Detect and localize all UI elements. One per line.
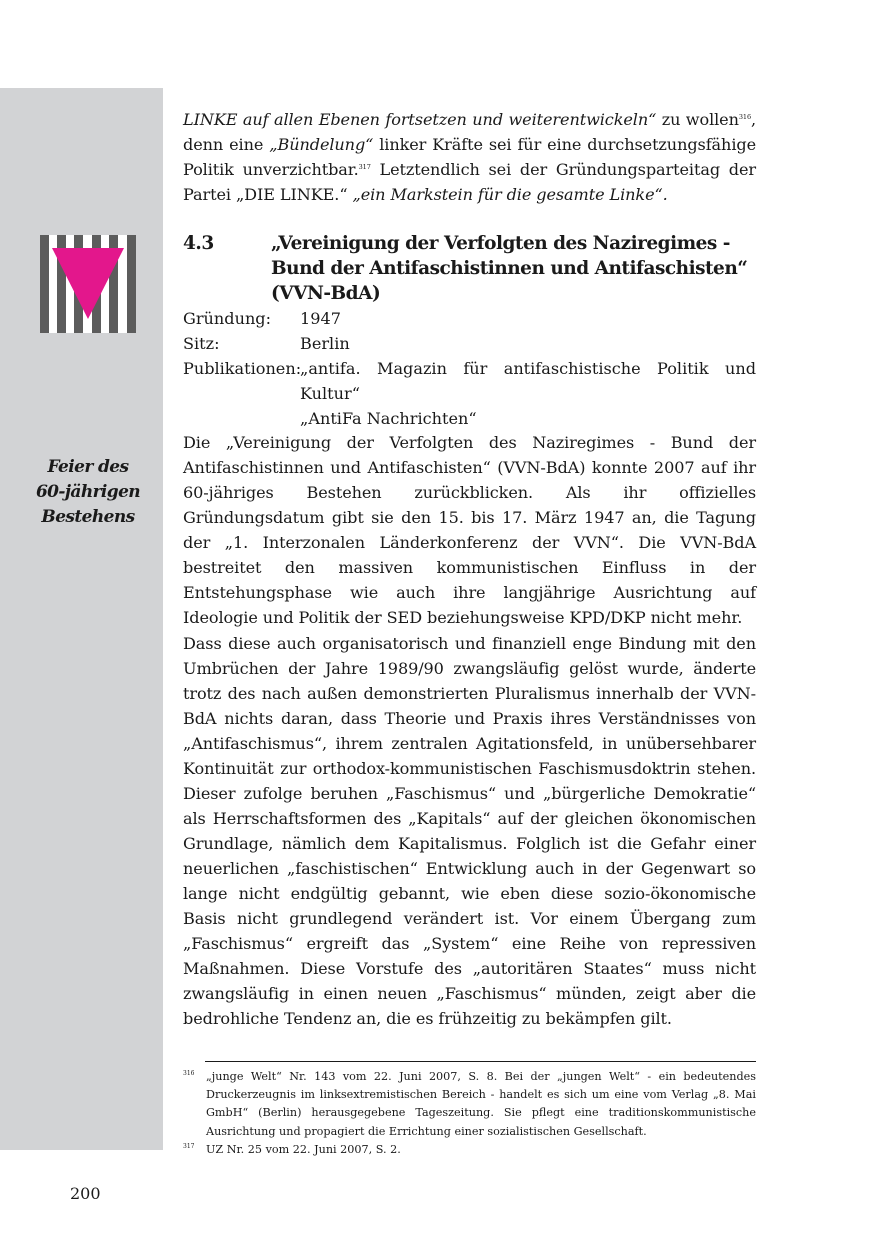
paragraph-ideology: Dass diese auch organisatorisch und finanziell enge Bindung mit den Umbrüchen der Jahre 1989/90 zwangsläufig gelöst wurde, änderte trotz des nach außen demonstrierten Pluralismus innerhalb der VVN-BdA nichts daran, dass Theorie und Praxis ihres Verständnisses von „Antifaschismus“, ihrem zentralen Agitationsfeld, in unübersehbarer Kontinuität zur orthodox-kommunistischen Faschismusdoktrin stehen. Dieser zufolge beruhen „Faschismus“ und „bürgerliche Demokratie“ als Herrschaftsformen des „Kapitals“ auf der gleichen ökonomischen Grundlage, nämlich dem Kapitalismus. Folglich ist die Gefahr einer neuerlichen „faschistischen“ Entwicklung auch in der Gegenwart so lange nicht endgültig gebannt, wie eben diese sozio-ökonomische Basis nicht grundlegend verändert ist. Vor einem Übergang zum „Faschismus“ ergreift das „System“ eine Reihe von repressiven Maßnahmen. Diese Vorstufe des „autoritären Staates“ muss nicht zwangsläufig in einen neuen „Faschismus“ münden, zeigt aber die bedrohliche Tendenz an, die es frühzeitig zu bekämpfen gilt. <box>183 634 756 1028</box>
quote-italic: „ein Markstein für die gesamte Linke“. <box>352 185 668 204</box>
fact-label: Publikationen: <box>183 359 302 378</box>
margin-note-line: 60-jährigen <box>35 482 141 502</box>
pink-triangle-striped-icon <box>40 235 136 333</box>
quote-italic: „Bündelung“ <box>269 135 374 154</box>
footnote-number: 316 <box>183 1070 195 1077</box>
section-title: „Vereinigung der Verfolgten des Naziregimes - Bund der Antifaschistinnen und Antifaschisten“ (VVN-BdA) <box>271 233 748 304</box>
paragraph-founding: Die „Vereinigung der Verfolgten des Naziregimes - Bund der Antifaschistinnen und Antifaschisten“ (VVN-BdA) konnte 2007 auf ihr 60-jähriges Bestehen zurückblicken. Als ihr offizielles Gründungsdatum gibt sie den 15. bis 17. März 1947 an, die Tagung der „1. Interzonalen Länderkonferenz der VVN“. Die VVN-BdA bestreitet den massiven kommunistischen Einfluss in der Entstehungsphase wie auch ihre langjährige Ausrichtung auf Ideologie und Politik der SED beziehungsweise KPD/DKP nicht mehr. <box>183 433 756 627</box>
margin-note <box>18 455 158 530</box>
fact-row-publications <box>183 356 756 406</box>
footnote-number: 317 <box>183 1142 195 1150</box>
fact-value: „AntiFa Nachrichten“ <box>300 409 477 428</box>
fact-row-seat <box>183 331 756 356</box>
quote-italic: LINKE auf allen Ebenen fortsetzen und weiterentwickeln“ <box>183 110 657 129</box>
fact-row-founding <box>183 306 756 331</box>
footnote-text: „junge Welt“ Nr. 143 vom 22. Juni 2007, S. 8. Bei der „jungen Welt“ - ein bedeutendes Druckerzeugnis im linksextremistischen Bereich - handelt es sich um eine vom Verlag „8. Mai GmbH“ (Berlin) herausgegebene Tageszeitung. Sie pflegt eine traditionskommunistische Ausrichtung und propagiert die Errichtung einer sozialistischen Gesellschaft. <box>206 1070 756 1138</box>
margin-note-line: Bestehens <box>41 507 135 527</box>
paragraph-intro <box>183 107 756 207</box>
fact-value: 1947 <box>300 309 341 328</box>
fact-label: Gründung: <box>183 309 272 328</box>
footnote-text: UZ Nr. 25 vom 22. Juni 2007, S. 2. <box>206 1142 401 1156</box>
text-run: Letztendlich sei der Gründungsparteitag der Partei „DIE LINKE.“ <box>183 160 756 204</box>
section-number: 4.3 <box>183 233 214 254</box>
footnotes <box>183 1068 756 1159</box>
fact-label: Sitz: <box>183 334 220 353</box>
footnote-separator <box>205 1061 756 1062</box>
margin-note-line: Feier des <box>47 457 129 477</box>
footnote-ref: 316 <box>738 113 751 121</box>
fact-row-publications-cont <box>183 406 756 431</box>
text-run: linker Kräfte sei für eine durchsetzungsfähige Politik unverzichtbar. <box>183 135 756 179</box>
footnote-ref: 317 <box>358 163 371 171</box>
fact-value: „antifa. Magazin für antifaschistische Politik und Kultur“ <box>300 359 756 403</box>
text-run: , denn eine <box>183 110 757 154</box>
text-run: zu wollen <box>656 110 739 129</box>
footnote <box>183 1068 756 1141</box>
facts-table <box>183 306 756 431</box>
footnote <box>183 1141 756 1159</box>
page-number: 200 <box>70 1184 101 1203</box>
fact-value: Berlin <box>300 334 350 353</box>
